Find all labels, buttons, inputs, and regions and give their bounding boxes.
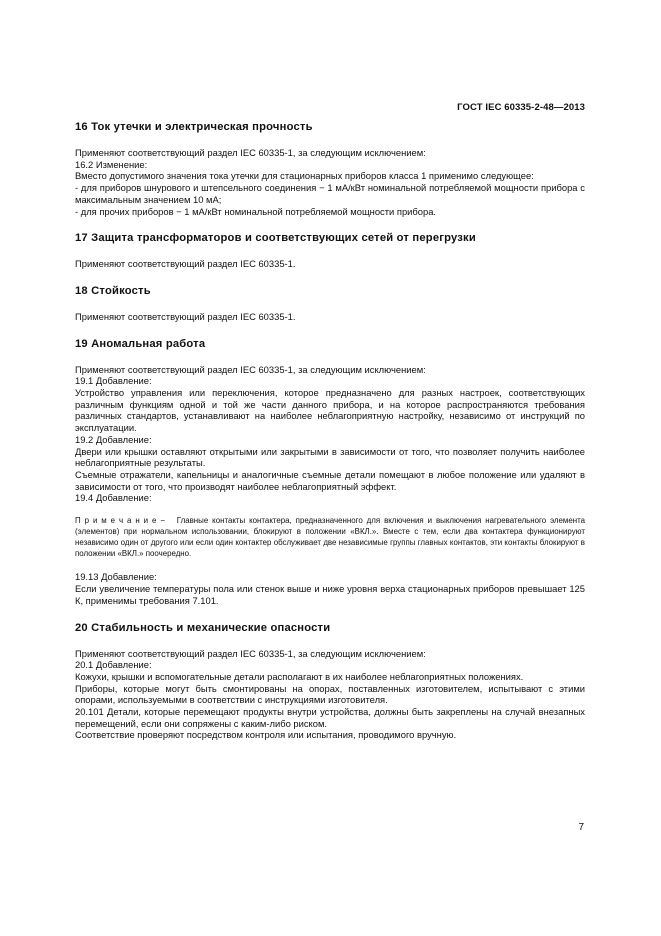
paragraph: Кожухи, крышки и вспомогательные детали располагают в их наиболее неблагоприятных положениях. bbox=[75, 670, 524, 682]
paragraph: 20.101 Детали, которые перемещают продукты внутри устройства, должны быть закреплены на случай внезапных перемещений, если они сопряжены с каким-либо риском. bbox=[75, 706, 585, 729]
paragraph: Соответствие проверяют посредством контроля или испытания, проводимого вручную. bbox=[75, 729, 457, 741]
document-code-header: ГОСТ IEC 60335-2-48—2013 bbox=[457, 102, 585, 113]
paragraph: Приборы, которые могут быть смонтированы на опорах, поставленных изготовителем, испытывают с этими опорами, используемыми в соответствии с инструкциями изготовителя. bbox=[75, 682, 585, 706]
paragraph: Применяют соответствующий раздел IEC 60335-1, за следующим исключением: bbox=[75, 647, 426, 659]
paragraph: 19.4 Добавление: bbox=[75, 492, 152, 504]
paragraph: 19.1 Добавление: bbox=[75, 375, 152, 387]
page-content bbox=[75, 120, 585, 741]
paragraph: Устройство управления или переключения, которое предназначено для разных настроек, соответствующих различным функциям одной и той же части данного прибора, и на которое распространяются требования различных стандартов, устанавливают на наиболее неблагоприятную настройку, независимо от инструкций по эксплуатации. bbox=[75, 387, 585, 434]
page-number: 7 bbox=[578, 822, 584, 833]
paragraph: Если увеличение температуры пола или стенок выше и ниже уровня верха стационарных приборов превышает 125 К, применимы требования 7.101. bbox=[75, 583, 585, 606]
paragraph: Применяют соответствующий раздел IEC 60335-1. bbox=[75, 310, 296, 322]
paragraph: Применяют соответствующий раздел IEC 60335-1, за следующим исключением: bbox=[75, 147, 426, 158]
note-block bbox=[75, 515, 585, 559]
section-16-heading: 16 Ток утечки и электрическая прочность bbox=[75, 121, 313, 133]
paragraph: - для приборов шнурового и штепсельного соединения − 1 мА/кВт номинальной потребляемой мощности прибора с максимальным значением 10 мА; bbox=[75, 182, 585, 205]
paragraph: - для прочих приборов − 1 мА/кВт номинальной потребляемой мощности прибора. bbox=[75, 205, 437, 217]
section-19-heading: 19 Аномальная работа bbox=[75, 337, 206, 350]
section-20-heading: 20 Стабильность и механические опасности bbox=[75, 621, 331, 634]
paragraph: 19.13 Добавление: bbox=[75, 571, 157, 583]
paragraph: Двери или крышки оставляют открытыми или закрытыми в зависимости от того, что позволяет получить наиболее неблагоприятные результаты. bbox=[75, 445, 585, 469]
paragraph: 16.2 Изменение: bbox=[75, 158, 148, 170]
note-text: Главные контакты контактера, предназначенного для включения и выключения нагревательного элемента (элементов) при нормальном использовании, блокируют в положении «ВКЛ.». Вместе с тем, если два контактера функционируют независимо один от другого или если один контактер обслуживает две независимые группы главных контактов, эти контакты блокируют в положении «ВКЛ.» поочередно. bbox=[75, 516, 585, 559]
paragraph: Вместо допустимого значения тока утечки для стационарных приборов класса 1 применимо следующее: bbox=[75, 170, 534, 182]
paragraph: Применяют соответствующий раздел IEC 60335-1. bbox=[75, 258, 296, 270]
paragraph: Съемные отражатели, капельницы и аналогичные съемные детали помещают в любое положение или удаляют в зависимости от того, что производят наиболее неблагоприятный эффект. bbox=[75, 468, 585, 492]
paragraph: 20.1 Добавление: bbox=[75, 659, 152, 671]
section-17-heading: 17 Защита трансформаторов и соответствующих сетей от перегрузки bbox=[75, 232, 476, 245]
note-label: П р и м е ч а н и е − bbox=[75, 516, 165, 526]
section-18-heading: 18 Стойкость bbox=[75, 284, 151, 297]
paragraph: Применяют соответствующий раздел IEC 60335-1, за следующим исключением: bbox=[75, 363, 426, 375]
paragraph: 19.2 Добавление: bbox=[75, 433, 152, 445]
